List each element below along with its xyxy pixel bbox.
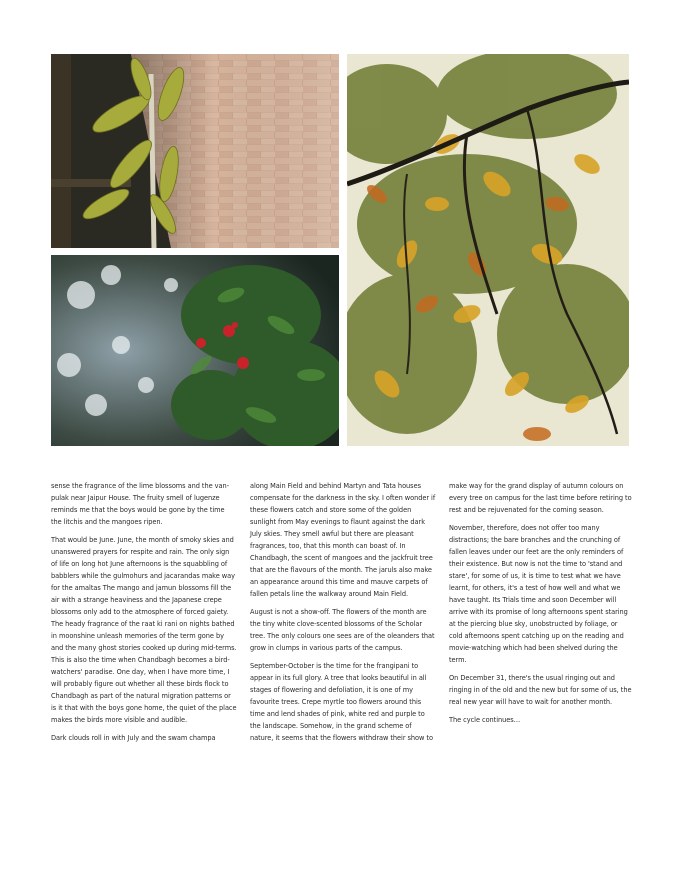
paragraph: The cycle continues… (449, 716, 521, 724)
photo-red-flowers (51, 255, 339, 446)
photo-autumn-canopy (347, 54, 629, 446)
paragraph: August is not a show-off. The flowers of the month are the tiny white clove-scented blossoms of the Scholar tree. The only colours one sees are of the oleanders that grow in clumps in various parts of the campus. (250, 608, 435, 652)
paragraph: That would be June. June, the month of smoky skies and unanswered prayers for respite and rain. The only sign of life on long hot June afternoons is the squabbling of babblers while the gulmohurs and jacarandas make way for the amaltas The mango and jamun blossoms fill the air with a strange heaviness and the Japanese crepe blossoms only add to the atmosphere of forced gaiety. The heady fragrance of the raat ki rani on nights bathed in moonshine unleash memories of the term gone by and the many ghost stories cooked up during mid-terms. This is also the time when Chandbagh becomes a bird-watchers' paradise. One day, when I have more time, I will probably figure out whether all these birds flock to Chandbagh as part of the natural migration patterns or is it that with the boys gone home, the quiet of the place makes the birds more visible and audible. (51, 536, 237, 724)
paragraph: Dark clouds roll in with July and the swam champa (51, 734, 216, 742)
text-column-2 (250, 480, 436, 750)
paragraph: November, therefore, does not offer too many distractions; the bare branches and the crunching of fallen leaves under our feet are the only reminders of their existence. But now is not the time to 'stand and stare', for some of us, it is time to test what we have learnt, for others, it's a test of how well and what we have taught. Its Trials time and soon December will arrive with its promise of long afternoons spent staring at the piercing blue sky, unobstructed by foliage, or cold afternoons spent catching up on the reading and movie-watching which had been shelved during the term. (449, 524, 628, 664)
paragraph: sense the fragrance of the lime blossoms and the van-pulak near Jaipur House. The fruity smell of lugenze reminds me that the boys would be gone by the time the litchis and the mangoes ripen. (51, 482, 229, 526)
paragraph: make way for the grand display of autumn colours on every tree on campus for the last time before retiring to rest and be rejuvenated for the coming season. (449, 482, 632, 514)
text-column-3 (449, 480, 632, 732)
paragraph: along Main Field and behind Martyn and Tata houses compensate for the darkness in the sky. I often wonder if these flowers catch and store some of the golden sunlight from May evenings to flaunt against the dark July skies. They smell awful but there are pleasant fragrances, too, that this month can boast of. In Chandbagh, the scent of mangoes and the jackfruit tree that are the flavours of the month. The jaruls also make an appearance around this time and mauve carpets of fallen petals line the walkway around Main Field. (250, 482, 436, 598)
paragraph: September-October is the time for the frangipani to appear in its full glory. A tree that looks beautiful in all stages of flowering and defoliation, it is one of my favourite trees. Crepe myrtle too flowers around this time and lend shades of pink, white red and purple to the landscape. Somehow, in the grand scheme of nature, it seems that the flowers withdraw their show to (250, 662, 433, 742)
photo-wall-plant (51, 54, 339, 248)
paragraph: On December 31, there's the usual ringing out and ringing in of the old and the new but for some of us, the real new year will have to wait for another month. (449, 674, 632, 706)
text-column-1 (51, 480, 237, 750)
